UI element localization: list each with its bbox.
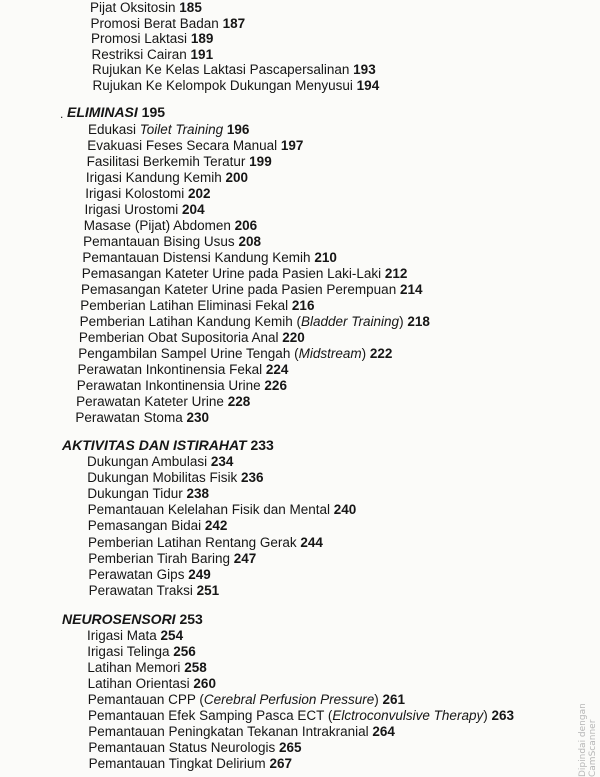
entry-page-number: 208: [238, 234, 261, 249]
toc-entry: [79, 330, 305, 346]
toc-entry: [88, 122, 249, 138]
entry-page-number: 264: [372, 724, 395, 739]
toc-entry: [78, 346, 392, 362]
entry-title: Restriksi Cairan: [91, 46, 187, 62]
entry-title: Edukasi: [88, 122, 137, 137]
entry-page-number: 238: [186, 486, 209, 502]
toc-entry: [86, 170, 248, 186]
entry-page-number: 204: [182, 202, 205, 217]
entry-page-number: 234: [210, 454, 234, 469]
toc-entry: [85, 186, 210, 202]
entry-page-number: 260: [193, 676, 216, 691]
entry-page-number: 256: [173, 644, 196, 659]
toc-entry: [88, 535, 323, 551]
entry-title-italic: Toilet Training: [139, 122, 224, 137]
toc-entry: [82, 266, 408, 282]
entry-page-number: 185: [179, 0, 202, 15]
entry-title-suffix: ): [399, 314, 404, 329]
toc-entry: [80, 298, 314, 314]
toc-entry: [92, 62, 376, 78]
entry-title: Dukungan Mobilitas Fisik: [87, 470, 238, 486]
entry-page-number: 263: [491, 708, 515, 723]
toc-entry: [76, 394, 250, 410]
section-title: AKTIVITAS DAN ISTIRAHAT: [62, 437, 247, 453]
toc-entry: [88, 740, 301, 756]
entry-title: Pemantauan Kelelahan Fisik dan Mental: [87, 502, 330, 518]
entry-title: Pijat Oksitosin: [90, 0, 176, 15]
entry-page-number: 249: [188, 566, 211, 582]
entry-page-number: 228: [227, 394, 251, 409]
entry-title: Dukungan Tidur: [87, 486, 183, 502]
entry-page-number: 222: [369, 346, 393, 361]
toc-entry: [87, 660, 206, 676]
entry-page-number: 199: [249, 154, 272, 169]
entry-title: Pemantauan Peningkatan Tekanan Intrakranial: [88, 724, 369, 739]
entry-title-suffix: ): [374, 692, 379, 707]
entry-title: Pemantauan Distensi Kandung Kemih: [82, 250, 311, 265]
entry-title-italic: Cerebral Perfusion Pressure: [203, 692, 375, 707]
entry-title-suffix: ): [361, 346, 367, 361]
entry-page-number: 191: [190, 46, 214, 62]
toc-entry: [88, 692, 405, 708]
toc-entry: [87, 154, 272, 170]
toc-entry: [88, 518, 228, 534]
entry-title: Promosi Laktasi: [91, 31, 188, 47]
section-heading: [62, 611, 203, 627]
toc-entry: [78, 362, 289, 378]
entry-page-number: 261: [382, 692, 405, 707]
toc-entry: [89, 756, 292, 772]
entry-page-number: 226: [264, 378, 287, 393]
entry-title: Perawatan Traksi: [88, 582, 193, 598]
entry-page-number: 254: [160, 628, 184, 643]
entry-title-italic: Elctroconvulsive Therapy: [332, 708, 484, 723]
entry-title: Perawatan Inkontinensia Urine: [76, 378, 261, 393]
entry-page-number: 258: [184, 660, 207, 675]
entry-title: Fasilitasi Berkemih Teratur: [86, 154, 246, 169]
toc-entry: [82, 250, 336, 266]
entry-page-number: 251: [196, 582, 220, 598]
entry-page-number: 202: [188, 186, 211, 201]
scanner-watermark: Dipindai dengan CamScanner: [578, 703, 598, 777]
entry-page-number: 197: [280, 138, 304, 153]
entry-title: Irigasi Telinga: [87, 644, 170, 659]
entry-title: Perawatan Gips: [88, 566, 185, 582]
entry-title: Evakuasi Feses Secara Manual: [87, 138, 278, 153]
entry-page-number: 247: [233, 550, 257, 566]
entry-title: Perawatan Stoma: [75, 410, 183, 425]
entry-page-number: 214: [399, 282, 423, 297]
toc-entry: [87, 138, 303, 154]
entry-title: Pemasangan Kateter Urine pada Pasien Laki-Laki: [81, 266, 382, 281]
toc-entry: [90, 0, 202, 16]
entry-title: Perawatan Kateter Urine: [76, 394, 224, 409]
toc-entry: [89, 583, 220, 599]
entry-page-number: 218: [407, 314, 430, 329]
entry-title: Latihan Orientasi: [87, 676, 190, 691]
entry-title: Pemberian Obat Supositoria Anal: [78, 330, 279, 345]
toc-entry: [88, 708, 514, 724]
entry-title: Dukungan Ambulasi: [87, 454, 208, 469]
toc-entry: [80, 314, 430, 330]
entry-title: Pemberian Latihan Rentang Gerak: [88, 534, 297, 550]
toc-entry: [87, 486, 209, 502]
entry-title: Promosi Berat Badan: [90, 15, 219, 31]
entry-title-italic: Midstream: [298, 346, 362, 361]
toc-entry: [91, 16, 246, 32]
toc-entry: [92, 47, 214, 63]
entry-title: Pemantauan Status Neurologis: [88, 740, 276, 755]
entry-title: Pemasangan Kateter Urine pada Pasien Perempuan: [81, 282, 397, 297]
toc-entry: [83, 234, 261, 250]
toc-entry: [84, 218, 257, 234]
section-title: ELIMINASI: [67, 104, 138, 120]
entry-title: Pemantauan Bising Usus: [83, 234, 235, 249]
entry-page-number: 220: [282, 330, 305, 345]
entry-page-number: 240: [333, 502, 357, 518]
toc-entry: [87, 628, 183, 644]
entry-title: Pemberian Tirah Baring: [88, 550, 231, 566]
entry-page-number: 230: [186, 410, 209, 425]
toc-entry: [88, 724, 395, 740]
toc-entry: [75, 410, 209, 426]
entry-page-number: 216: [291, 298, 315, 313]
entry-title: Pemantauan Efek Samping Pasca ECT (: [88, 708, 333, 723]
section-page-number: 253: [179, 611, 203, 627]
entry-title: Irigasi Kandung Kemih: [85, 170, 222, 185]
section-heading: [67, 104, 165, 120]
entry-page-number: 224: [265, 362, 289, 377]
entry-page-number: 212: [384, 266, 408, 281]
toc-entry: [93, 78, 380, 94]
entry-page-number: 200: [225, 170, 249, 185]
section-page-number: 195: [141, 104, 166, 120]
entry-page-number: 265: [279, 740, 302, 755]
entry-page-number: 196: [226, 122, 250, 137]
toc-entry: [88, 676, 216, 692]
entry-title: Pemberian Latihan Eliminasi Fekal: [80, 298, 289, 313]
entry-title: Rujukan Ke Kelompok Dukungan Menyusui: [92, 78, 353, 93]
toc-entry: [87, 644, 196, 660]
toc-entry: [81, 282, 423, 298]
entry-page-number: 244: [300, 534, 323, 550]
entry-title: Pemasangan Bidai: [87, 518, 202, 534]
entry-page-number: 194: [356, 78, 380, 93]
entry-page-number: 193: [353, 62, 376, 78]
toc-entry: [77, 378, 287, 394]
toc-entry: [88, 567, 210, 583]
entry-title: Irigasi Kolostomi: [85, 186, 185, 201]
toc-entry: [88, 551, 256, 567]
toc-entry: [85, 202, 205, 218]
entry-title: Irigasi Urostomi: [84, 202, 179, 217]
stray-bullet-mark: .: [60, 107, 64, 121]
entry-page-number: 189: [190, 31, 214, 47]
entry-page-number: 206: [234, 218, 258, 233]
toc-entry: [87, 454, 233, 470]
entry-title: Rujukan Ke Kelas Laktasi Pascapersalinan: [92, 62, 350, 78]
section-heading: [62, 437, 274, 453]
entry-title: Irigasi Mata: [87, 628, 157, 643]
entry-title: Masase (Pijat) Abdomen: [83, 218, 231, 233]
entry-page-number: 242: [204, 518, 228, 534]
toc-entry: [87, 470, 263, 486]
section-page-number: 233: [250, 437, 274, 453]
entry-page-number: 267: [269, 756, 292, 771]
entry-title: Pemantauan Tingkat Delirium: [88, 756, 266, 771]
section-title: NEUROSENSORI: [62, 611, 176, 627]
entry-title-suffix: ): [483, 708, 488, 723]
entry-title: Perawatan Inkontinensia Fekal: [77, 362, 263, 377]
toc-entry: [88, 502, 357, 518]
toc-entry: [91, 31, 213, 47]
entry-title: Latihan Memori: [87, 660, 181, 675]
entry-page-number: 236: [241, 470, 264, 486]
entry-title-italic: Bladder Training: [301, 314, 400, 329]
entry-page-number: 210: [314, 250, 337, 265]
entry-page-number: 187: [222, 15, 246, 31]
entry-title: Pengambilan Sampel Urine Tengah (: [78, 346, 299, 361]
entry-title: Pemberian Latihan Kandung Kemih (: [79, 314, 301, 329]
entry-title: Pemantauan CPP (: [87, 692, 204, 707]
